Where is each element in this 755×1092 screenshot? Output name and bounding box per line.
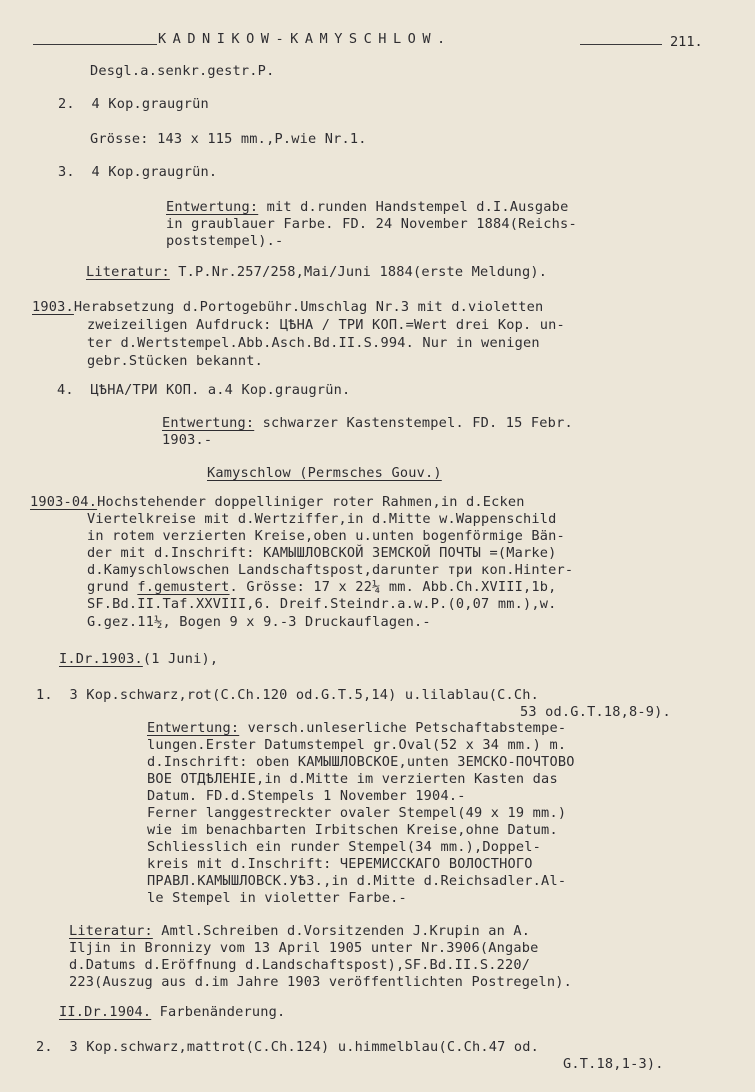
text-line: in rotem verzierten Kreise,oben u.unten bogenförmige Bän- [87, 528, 565, 544]
entwertung-label: Entwertung: [162, 415, 255, 431]
year-label: 1903. [32, 299, 74, 315]
section-heading: Kamyschlow (Permsches Gouv.) [207, 465, 442, 481]
header-rule-left [33, 44, 157, 45]
text-line: 1903.- [162, 432, 213, 448]
item-line: 2. 3 Kop.schwarz,mattrot(C.Ch.124) u.himmelblau(C.Ch.47 od. [36, 1039, 540, 1055]
entry-1903 [32, 298, 543, 316]
cancellation-note [147, 719, 566, 737]
text-line: der mit d.Inschrift: КАМЫШЛОВСКОЙ ЗЕМСКОЙ ПОЧТЫ =(Marke) [87, 545, 557, 561]
text-line: Datum. FD.d.Stempels 1 November 1904.- [147, 788, 466, 804]
literatur-label: Literatur: [69, 923, 153, 939]
literature-note [86, 263, 547, 281]
text-line: 223(Auszug aus d.im Jahre 1903 veröffentlichten Postregeln). [69, 974, 573, 990]
text-line: ВОЕ ОТДѢЛЕНІЕ,in d.Mitte im verzierten Kasten das [147, 771, 558, 787]
print-run-label: I.Dr.1903. [59, 651, 143, 667]
text-line: zweizeiligen Aufdruck: ЦѢНА / ТРИ КОП.=Wert drei Kop. un- [87, 317, 565, 333]
print-run-label: II.Dr.1904. [59, 1004, 152, 1020]
text-line: Hochstehender doppelliniger roter Rahmen,in d.Ecken [97, 494, 525, 510]
text-line: d.Datums d.Eröffnung d.Landschaftspost),SF.Bd.II.S.220/ [69, 957, 531, 973]
text-line: poststempel).- [166, 233, 284, 249]
text-line: schwarzer Kastenstempel. FD. 15 Febr. [254, 415, 573, 431]
item-line: 2. 4 Kop.graugrün [58, 96, 209, 112]
text-line: ter d.Wertstempel.Abb.Asch.Bd.II.S.994. Nur in wenigen [87, 335, 540, 351]
text-line: G.gez.11½, Bogen 9 x 9.-3 Druckauflagen.- [87, 614, 431, 630]
year-label: 1903-04. [30, 494, 98, 510]
text-line: Ferner langgestreckter ovaler Stempel(49 x 19 mm.) [147, 805, 567, 821]
text-line: d.Inschrift: oben КАМЫШЛОВСКОЕ,unten ЗЕМСКО-ПОЧТОВО [147, 754, 575, 770]
text-line: versch.unleserliche Petschaftabstempe- [239, 720, 567, 736]
text-line: Viertelkreise mit d.Wertziffer,in d.Mitte w.Wappenschild [87, 511, 557, 527]
text-line: in graublauer Farbe. FD. 24 November 1884(Reichs- [166, 216, 577, 232]
text-line: lungen.Erster Datumstempel gr.Oval(52 x 34 mm.) m. [147, 737, 567, 753]
entry-1903-04 [30, 493, 525, 511]
text-line: kreis mit d.Inschrift: ЧЕРЕМИССКАГО ВОЛОСТНОГО [147, 856, 533, 872]
text-line: mit d.runden Handstempel d.I.Ausgabe [258, 199, 569, 215]
gemustert-underline: f.gemustert [137, 579, 230, 595]
text-line: gebr.Stücken bekannt. [87, 353, 264, 369]
text-line [87, 578, 557, 596]
text-line: 53 od.G.T.18,8-9). [520, 704, 671, 720]
cancellation-note [166, 198, 568, 216]
print-run-2 [59, 1003, 285, 1021]
text-line: Iljin in Bronnizy vom 13 April 1905 unter Nr.3906(Angabe [69, 940, 539, 956]
text-line: Herabsetzung d.Portogebühr.Umschlag Nr.3 mit d.violetten [73, 299, 544, 315]
entwertung-label: Entwertung: [147, 720, 240, 736]
text-line: d.Kamyschlowschen Landschaftspost,darunter три коп.Hinter- [87, 562, 574, 578]
item-line: 3. 4 Kop.graugrün. [58, 164, 218, 180]
entwertung-label: Entwertung: [166, 199, 259, 215]
text-line: (1 Juni), [142, 651, 219, 667]
cancellation-note [162, 414, 573, 432]
text-line: le Stempel in violetter Farbe.- [147, 890, 407, 906]
text-line: Grösse: 143 x 115 mm.,P.wie Nr.1. [90, 131, 367, 147]
page-number: 211. [670, 34, 703, 50]
text-line: G.T.18,1-3). [563, 1056, 664, 1072]
page-header-title: KADNIKOW-KAMYSCHLOW. [158, 31, 452, 47]
text-line: wie im benachbarten Irbitschen Kreise,ohne Datum. [147, 822, 558, 838]
item-line: 1. 3 Kop.schwarz,rot(C.Ch.120 od.G.T.5,14) u.lilablau(C.Ch. [36, 687, 540, 703]
text-line: Farbenänderung. [151, 1004, 286, 1020]
text-line: SF.Bd.II.Taf.XXVIII,6. Dreif.Steindr.a.w.P.(0,07 mm.),w. [87, 596, 557, 612]
literature-note [69, 922, 530, 940]
print-run-1 [59, 650, 218, 668]
header-rule-right [580, 44, 662, 45]
text-line: T.P.Nr.257/258,Mai/Juni 1884(erste Meldung). [169, 264, 548, 280]
text-line: . Grösse: 17 x 22¼ mm. Abb.Ch.XVIII,1b, [229, 579, 557, 595]
text-line: Schliesslich ein runder Stempel(34 mm.),Doppel- [147, 839, 542, 855]
text-line: Desgl.a.senkr.gestr.P. [90, 63, 275, 79]
text-line: Amtl.Schreiben d.Vorsitzenden J.Krupin an A. [152, 923, 531, 939]
item-line: 4. ЦѢНА/ТРИ КОП. a.4 Kop.graugrün. [57, 382, 351, 398]
literatur-label: Literatur: [86, 264, 170, 280]
text-line: grund [87, 579, 138, 595]
text-line: ПРАВЛ.КАМЫШЛОВСК.УѢЗ.,in d.Mitte d.Reichsadler.Al- [147, 873, 567, 889]
